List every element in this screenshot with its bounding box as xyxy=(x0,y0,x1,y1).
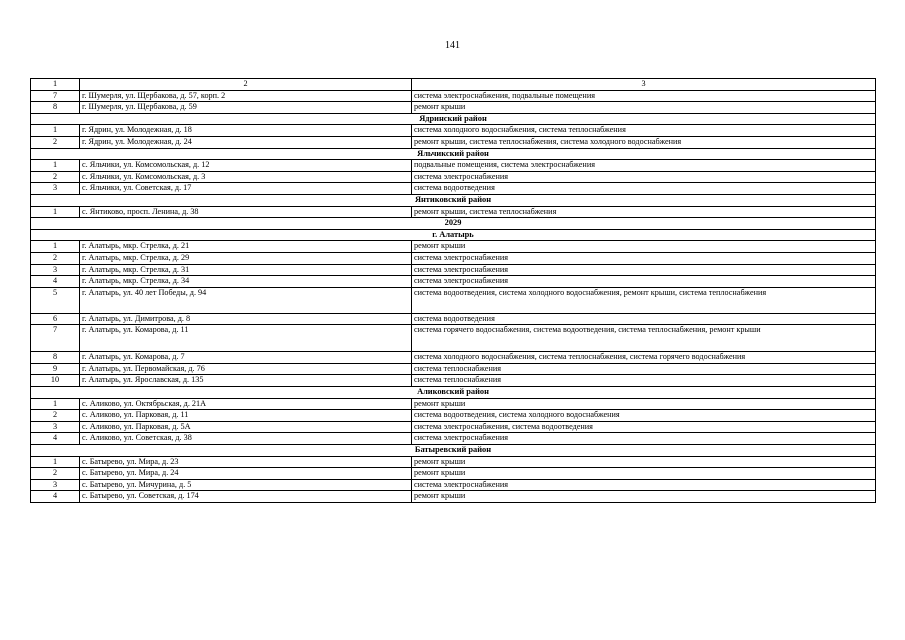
work-type-cell: ремонт крыши xyxy=(412,102,876,114)
section-heading: Яльчикский район xyxy=(31,148,876,160)
address-cell: с. Яльчики, ул. Комсомольская, д. 3 xyxy=(80,171,412,183)
row-number-cell: 4 xyxy=(31,433,80,445)
row-number-cell: 6 xyxy=(31,313,80,325)
work-type-cell: ремонт крыши, система теплоснабжения, система холодного водоснабжения xyxy=(412,136,876,148)
row-number-cell: 4 xyxy=(31,491,80,503)
table-row xyxy=(31,90,876,102)
work-type-cell: система электроснабжения xyxy=(412,252,876,264)
address-cell: г. Алатырь, ул. Димитрова, д. 8 xyxy=(80,313,412,325)
address-cell: г. Алатырь, ул. Первомайская, д. 76 xyxy=(80,363,412,375)
work-type-cell: система электроснабжения xyxy=(412,276,876,288)
section-heading-row xyxy=(31,445,876,457)
table-row xyxy=(31,313,876,325)
column-header-number: 1 xyxy=(31,79,80,91)
address-cell: с. Батырево, ул. Советская, д. 174 xyxy=(80,491,412,503)
row-number-cell: 10 xyxy=(31,375,80,387)
section-heading: г. Алатырь xyxy=(31,229,876,241)
table-row xyxy=(31,171,876,183)
table-row xyxy=(31,421,876,433)
section-heading-row xyxy=(31,218,876,230)
work-type-cell: система холодного водоснабжения, система теплоснабжения, система горячего водоснабжения xyxy=(412,352,876,364)
column-header-work: 3 xyxy=(412,79,876,91)
row-number-cell: 1 xyxy=(31,206,80,218)
work-type-cell: система теплоснабжения xyxy=(412,363,876,375)
table-row xyxy=(31,206,876,218)
work-type-cell: система электроснабжения xyxy=(412,433,876,445)
work-type-cell: ремонт крыши xyxy=(412,398,876,410)
row-number-cell: 3 xyxy=(31,264,80,276)
table-row xyxy=(31,456,876,468)
row-number-cell: 3 xyxy=(31,421,80,433)
address-cell: г. Шумерля, ул. Щербакова, д. 57, корп. 2 xyxy=(80,90,412,102)
work-type-cell: система водоотведения, система холодного водоснабжения, ремонт крыши, система теплоснабжения xyxy=(412,287,876,313)
work-type-cell: система электроснабжения xyxy=(412,479,876,491)
row-number-cell: 1 xyxy=(31,456,80,468)
work-type-cell: ремонт крыши xyxy=(412,491,876,503)
row-number-cell: 1 xyxy=(31,160,80,172)
work-type-cell: система электроснабжения xyxy=(412,171,876,183)
work-type-cell: система электроснабжения, подвальные помещения xyxy=(412,90,876,102)
row-number-cell: 1 xyxy=(31,241,80,253)
row-number-cell: 5 xyxy=(31,287,80,313)
section-heading-row xyxy=(31,113,876,125)
address-cell: г. Алатырь, мкр. Стрелка, д. 31 xyxy=(80,264,412,276)
row-number-cell: 1 xyxy=(31,125,80,137)
work-type-cell: система теплоснабжения xyxy=(412,375,876,387)
table-row xyxy=(31,160,876,172)
address-cell: г. Алатырь, мкр. Стрелка, д. 29 xyxy=(80,252,412,264)
address-cell: г. Алатырь, ул. 40 лет Победы, д. 94 xyxy=(80,287,412,313)
work-type-cell: ремонт крыши, система теплоснабжения xyxy=(412,206,876,218)
address-cell: с. Яльчики, ул. Комсомольская, д. 12 xyxy=(80,160,412,172)
table-row xyxy=(31,252,876,264)
work-type-cell: система водоотведения xyxy=(412,313,876,325)
row-number-cell: 7 xyxy=(31,325,80,352)
address-cell: г. Шумерля, ул. Щербакова, д. 59 xyxy=(80,102,412,114)
table-row xyxy=(31,241,876,253)
work-type-cell: ремонт крыши xyxy=(412,241,876,253)
row-number-cell: 8 xyxy=(31,102,80,114)
address-cell: с. Батырево, ул. Мичурина, д. 5 xyxy=(80,479,412,491)
work-type-cell: подвальные помещения, система электроснабжения xyxy=(412,160,876,172)
work-type-cell: ремонт крыши xyxy=(412,468,876,480)
row-number-cell: 2 xyxy=(31,410,80,422)
table-row xyxy=(31,479,876,491)
row-number-cell: 3 xyxy=(31,479,80,491)
row-number-cell: 1 xyxy=(31,398,80,410)
address-cell: г. Ядрин, ул. Молодежная, д. 24 xyxy=(80,136,412,148)
address-cell: г. Алатырь, мкр. Стрелка, д. 34 xyxy=(80,276,412,288)
section-heading: Аликовский район xyxy=(31,387,876,399)
table-row xyxy=(31,136,876,148)
address-cell: г. Алатырь, ул. Ярославская, д. 135 xyxy=(80,375,412,387)
address-cell: с. Аликово, ул. Советская, д. 38 xyxy=(80,433,412,445)
address-cell: с. Аликово, ул. Парковая, д. 11 xyxy=(80,410,412,422)
table-row xyxy=(31,398,876,410)
row-number-cell: 2 xyxy=(31,468,80,480)
table-row xyxy=(31,183,876,195)
section-heading-row xyxy=(31,387,876,399)
section-heading: Батыревский район xyxy=(31,445,876,457)
row-number-cell: 9 xyxy=(31,363,80,375)
table-row xyxy=(31,363,876,375)
table-row xyxy=(31,375,876,387)
section-heading-row xyxy=(31,148,876,160)
column-header-address: 2 xyxy=(80,79,412,91)
work-type-cell: система водоотведения xyxy=(412,183,876,195)
address-cell: с. Яльчики, ул. Советская, д. 17 xyxy=(80,183,412,195)
table-body xyxy=(31,90,876,502)
row-number-cell: 2 xyxy=(31,252,80,264)
section-heading: 2029 xyxy=(31,218,876,230)
work-type-cell: система холодного водоснабжения, система теплоснабжения xyxy=(412,125,876,137)
table-row xyxy=(31,352,876,364)
table-row xyxy=(31,276,876,288)
table-row xyxy=(31,491,876,503)
table-row xyxy=(31,410,876,422)
address-cell: г. Ядрин, ул. Молодежная, д. 18 xyxy=(80,125,412,137)
row-number-cell: 8 xyxy=(31,352,80,364)
address-cell: с. Аликово, ул. Парковая, д. 5А xyxy=(80,421,412,433)
table-row xyxy=(31,433,876,445)
address-cell: с. Батырево, ул. Мира, д. 24 xyxy=(80,468,412,480)
work-type-cell: ремонт крыши xyxy=(412,456,876,468)
table-row xyxy=(31,264,876,276)
section-heading: Ядринский район xyxy=(31,113,876,125)
section-heading-row xyxy=(31,194,876,206)
table-row xyxy=(31,325,876,352)
address-cell: с. Аликово, ул. Октябрьская, д. 21А xyxy=(80,398,412,410)
work-type-cell: система горячего водоснабжения, система водоотведения, система теплоснабжения, ремонт крыши xyxy=(412,325,876,352)
work-type-cell: система электроснабжения, система водоотведения xyxy=(412,421,876,433)
table-row xyxy=(31,287,876,313)
page-number: 141 xyxy=(445,40,460,51)
work-type-cell: система электроснабжения xyxy=(412,264,876,276)
section-heading-row xyxy=(31,229,876,241)
section-heading: Янтиковский район xyxy=(31,194,876,206)
row-number-cell: 4 xyxy=(31,276,80,288)
row-number-cell: 3 xyxy=(31,183,80,195)
table-row xyxy=(31,468,876,480)
address-cell: г. Алатырь, ул. Комарова, д. 7 xyxy=(80,352,412,364)
address-cell: г. Алатырь, ул. Комарова, д. 11 xyxy=(80,325,412,352)
row-number-cell: 7 xyxy=(31,90,80,102)
work-type-cell: система водоотведения, система холодного водоснабжения xyxy=(412,410,876,422)
repair-schedule-table xyxy=(30,78,876,503)
table-header-row xyxy=(31,79,876,91)
table-row xyxy=(31,102,876,114)
row-number-cell: 2 xyxy=(31,136,80,148)
address-cell: с. Янтиково, просп. Ленина, д. 38 xyxy=(80,206,412,218)
address-cell: с. Батырево, ул. Мира, д. 23 xyxy=(80,456,412,468)
row-number-cell: 2 xyxy=(31,171,80,183)
table-row xyxy=(31,125,876,137)
address-cell: г. Алатырь, мкр. Стрелка, д. 21 xyxy=(80,241,412,253)
